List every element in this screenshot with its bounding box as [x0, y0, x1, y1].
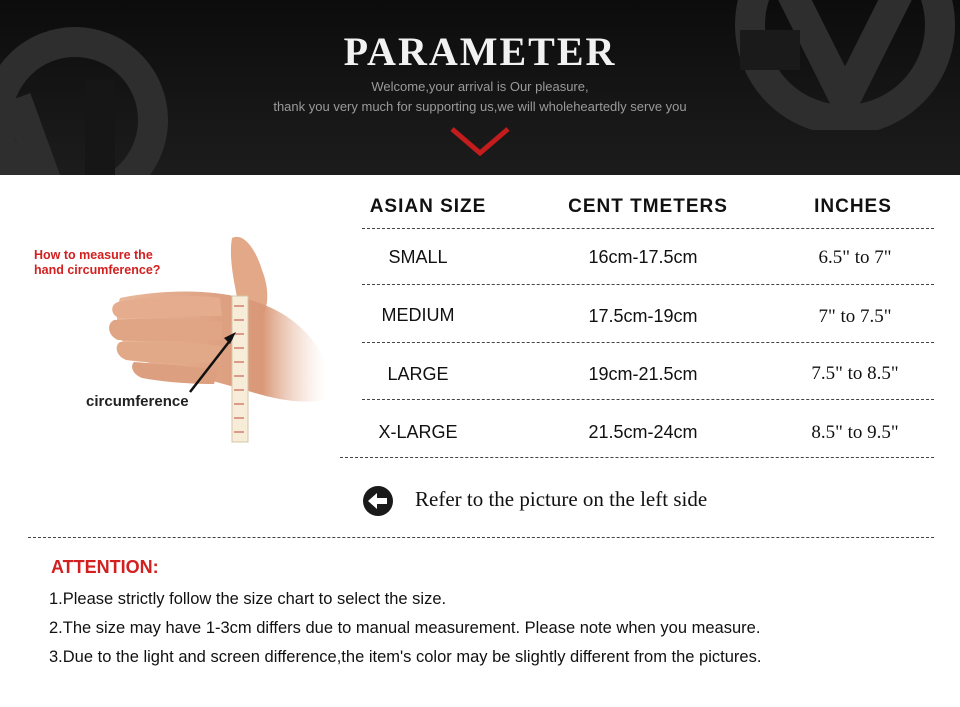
header-banner — [0, 0, 960, 175]
row-inches: 8.5" to 9.5" — [811, 422, 899, 443]
row-inches: 7" to 7.5" — [818, 306, 892, 327]
measure-question — [34, 248, 160, 278]
attention-note-1: 1.Please strictly follow the size chart to select the size. — [49, 590, 447, 608]
subtitle-line-2: thank you very much for supporting us,we will wholeheartedly serve you — [273, 99, 687, 114]
row-inches: 7.5" to 8.5" — [811, 363, 899, 384]
row-centimeters: 21.5cm-24cm — [588, 422, 698, 442]
section-divider — [28, 537, 934, 538]
circumference-label: circumference — [86, 393, 189, 410]
measure-question-line-2: hand circumference? — [34, 263, 161, 277]
table-divider — [362, 284, 934, 285]
table-divider — [362, 228, 934, 229]
header-asian-size: ASIAN SIZE — [369, 196, 487, 217]
table-divider — [362, 399, 934, 400]
subtitle-line-1: Welcome,your arrival is Our pleasure, — [371, 79, 589, 94]
page-title: PARAMETER — [343, 29, 617, 74]
row-centimeters: 17.5cm-19cm — [588, 306, 698, 326]
measure-question-line-1: How to measure the — [34, 248, 153, 262]
table-divider — [362, 342, 934, 343]
header-inches: INCHES — [814, 196, 892, 217]
row-size: LARGE — [387, 364, 449, 384]
row-inches: 6.5" to 7" — [818, 247, 892, 268]
attention-note-3: 3.Due to the light and screen difference,the item's color may be slightly different from the pictures. — [49, 648, 762, 666]
attention-note-2: 2.The size may have 1-3cm differs due to manual measurement. Please note when you measure. — [49, 619, 761, 637]
row-size: X-LARGE — [378, 422, 458, 442]
row-centimeters: 16cm-17.5cm — [588, 247, 698, 267]
refer-text: Refer to the picture on the left side — [415, 487, 708, 511]
row-centimeters: 19cm-21.5cm — [588, 364, 698, 384]
attention-title: ATTENTION: — [51, 557, 159, 577]
row-size: MEDIUM — [381, 305, 455, 325]
row-size: SMALL — [388, 247, 448, 267]
header-centimeters: CENT TMETERS — [568, 196, 728, 217]
chevron-down-icon — [448, 125, 512, 157]
table-divider — [340, 457, 934, 458]
left-arrow-circle-icon — [362, 485, 394, 517]
